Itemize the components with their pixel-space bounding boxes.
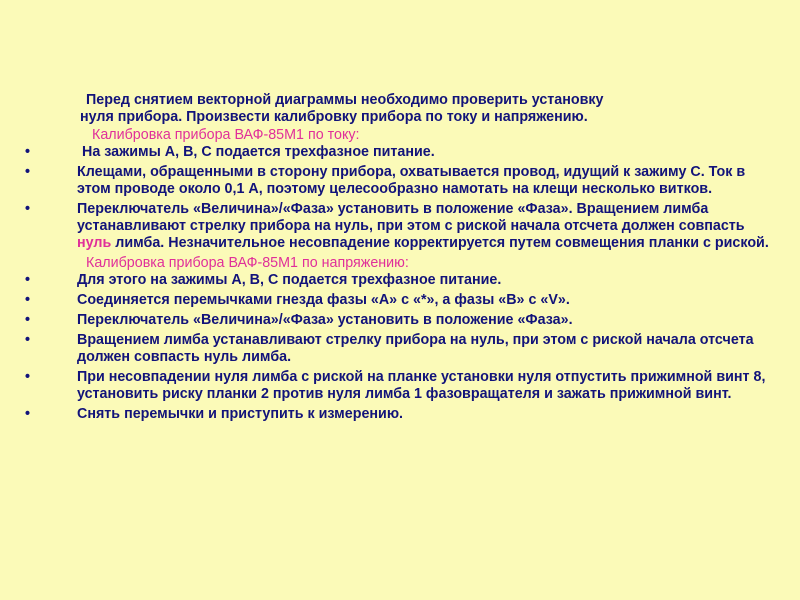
list-item-text: Клещами, обращенными в сторону прибора, охватывается провод, идущий к зажиму С. Ток в этом проводе около 0,1 А, поэтому целесообразно намотать на клещи несколько витков. (77, 164, 746, 197)
list-item (22, 332, 782, 366)
slide-content (22, 92, 782, 426)
bullet-icon: • (25, 272, 31, 288)
bullet-icon: • (25, 369, 31, 385)
list-item-text-part: Переключатель «Величина»/«Фаза» установить в положение «Фаза». Вращением лимба устанавливают стрелку прибора на нуль, при этом с риской начала отсчета должен совпасть (77, 201, 745, 234)
list-item-text-part: лимба. Незначительное несовпадение корректируется путем совмещения планки с риской. (111, 235, 769, 251)
highlighted-word: нуль (77, 235, 112, 251)
voltage-calibration-list (22, 272, 782, 423)
list-item (22, 164, 782, 198)
list-item (22, 369, 782, 403)
list-item (22, 201, 782, 252)
bullet-icon: • (25, 406, 31, 422)
current-calibration-heading: Калибровка прибора ВАФ-85М1 по току: (92, 127, 360, 143)
list-item-text: Вращением лимба устанавливают стрелку прибора на нуль, при этом с риской начала отсчета должен совпасть нуль лимба. (77, 332, 754, 365)
list-item (22, 144, 782, 161)
intro-line-2: нуля прибора. Произвести калибровку прибора по току и напряжению. (80, 109, 588, 125)
current-calibration-list (22, 144, 782, 252)
bullet-icon: • (25, 164, 31, 180)
bullet-icon: • (25, 312, 31, 328)
list-item-text: Переключатель «Величина»/«Фаза» установить в положение «Фаза». (77, 312, 573, 328)
list-item-text: При несовпадении нуля лимба с риской на планке установки нуля отпустить прижимной винт 8, установить риску планки 2 против нуля лимба 1 фазовращателя и зажать прижимной винт. (77, 369, 766, 402)
list-item-text: На зажимы А, В, С подается трехфазное питание. (82, 144, 435, 160)
list-item (22, 292, 782, 309)
bullet-icon: • (25, 292, 31, 308)
list-item (22, 312, 782, 329)
bullet-icon: • (25, 144, 31, 160)
intro-line-1: Перед снятием векторной диаграммы необходимо проверить установку (86, 92, 604, 108)
list-item-text: Соединяется перемычками гнезда фазы «А» с «*», а фазы «В» с «V». (77, 292, 570, 308)
bullet-icon: • (25, 201, 31, 217)
bullet-icon: • (25, 332, 31, 348)
list-item (22, 406, 782, 423)
voltage-calibration-heading: Калибровка прибора ВАФ-85М1 по напряжению: (86, 255, 409, 271)
list-item-text: Для этого на зажимы А, В, С подается трехфазное питание. (77, 272, 502, 288)
list-item-text: Снять перемычки и приступить к измерению. (77, 406, 404, 422)
list-item (22, 272, 782, 289)
intro-paragraph (22, 92, 782, 126)
